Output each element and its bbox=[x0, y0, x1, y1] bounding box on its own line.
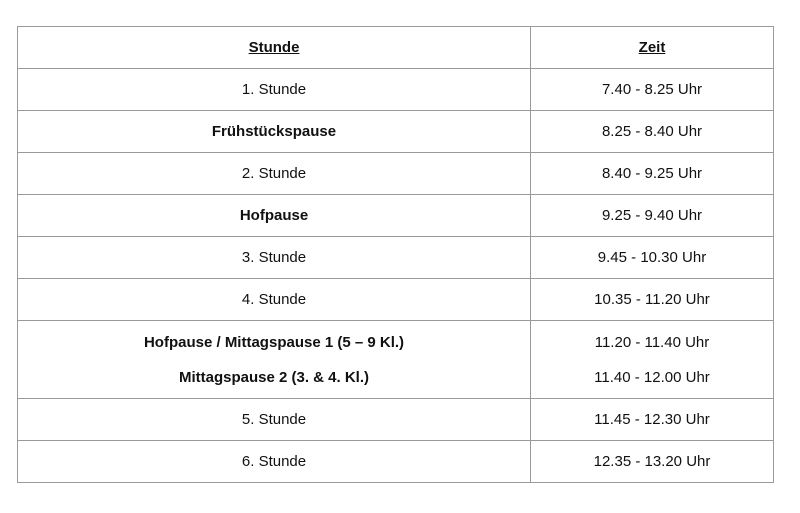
schedule-table bbox=[17, 26, 774, 483]
zeit-cell bbox=[531, 321, 774, 399]
stunde-cell bbox=[18, 321, 531, 399]
stunde-cell: 1. Stunde bbox=[18, 69, 531, 111]
stunde-cell: 3. Stunde bbox=[18, 237, 531, 279]
table-row bbox=[18, 399, 774, 441]
table-header-row bbox=[18, 27, 774, 69]
table-row bbox=[18, 237, 774, 279]
zeit-cell: 10.35 - 11.20 Uhr bbox=[531, 279, 774, 321]
stunde-cell: Hofpause bbox=[18, 195, 531, 237]
table-row bbox=[18, 111, 774, 153]
table-row bbox=[18, 69, 774, 111]
table-row bbox=[18, 441, 774, 483]
zeit-cell: 8.40 - 9.25 Uhr bbox=[531, 153, 774, 195]
zeit-cell: 7.40 - 8.25 Uhr bbox=[531, 69, 774, 111]
stunde-cell: 6. Stunde bbox=[18, 441, 531, 483]
stunde-cell: 4. Stunde bbox=[18, 279, 531, 321]
zeit-line-2: 11.40 - 12.00 Uhr bbox=[594, 368, 710, 386]
table-row bbox=[18, 153, 774, 195]
table-row bbox=[18, 321, 774, 399]
zeit-line-1: 11.20 - 11.40 Uhr bbox=[594, 333, 710, 351]
stunde-cell: 2. Stunde bbox=[18, 153, 531, 195]
zeit-cell: 11.45 - 12.30 Uhr bbox=[531, 399, 774, 441]
table-row bbox=[18, 195, 774, 237]
zeit-cell: 8.25 - 8.40 Uhr bbox=[531, 111, 774, 153]
stunde-line-2: Mittagspause 2 (3. & 4. Kl.) bbox=[178, 368, 370, 386]
zeit-cell: 12.35 - 13.20 Uhr bbox=[531, 441, 774, 483]
stunde-line-1: Hofpause / Mittagspause 1 (5 – 9 Kl.) bbox=[143, 333, 405, 351]
zeit-cell: 9.45 - 10.30 Uhr bbox=[531, 237, 774, 279]
table-row bbox=[18, 279, 774, 321]
zeit-cell: 9.25 - 9.40 Uhr bbox=[531, 195, 774, 237]
header-stunde: Stunde bbox=[18, 27, 531, 69]
stunde-cell: 5. Stunde bbox=[18, 399, 531, 441]
header-zeit: Zeit bbox=[531, 27, 774, 69]
stunde-cell: Frühstückspause bbox=[18, 111, 531, 153]
